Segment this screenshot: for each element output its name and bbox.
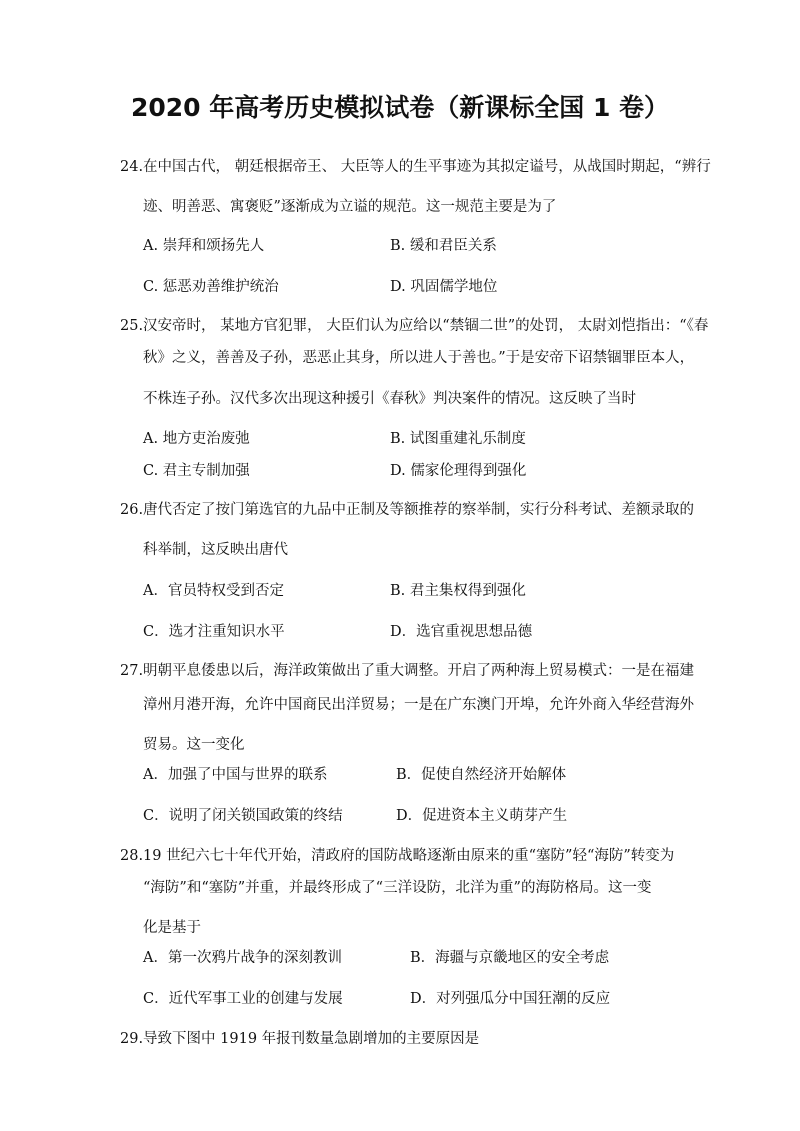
question-stem-line: 化是基于 (143, 920, 201, 936)
option-a: A．官员特权受到否定 (143, 583, 284, 599)
option-a: A. 地方吏治废弛 (143, 431, 250, 447)
question-stem-line: 29.导致下图中 1919 年报刊数量急剧增加的主要原因是 (120, 1031, 480, 1047)
question-stem-line: 24.在中国古代， 朝廷根据帝王、 大臣等人的生平事迹为其拟定谥号，从战国时期起，“辨行 (120, 159, 711, 175)
option-b: B．海疆与京畿地区的安全考虑 (410, 950, 610, 966)
question-stem-line: 28.19 世纪六七十年代开始，清政府的国防战略逐渐由原来的重“塞防”轻“海防”转变为 (120, 848, 675, 864)
option-b: B. 君主集权得到强化 (390, 583, 526, 599)
option-a: A．第一次鸦片战争的深刻教训 (143, 950, 342, 966)
option-c: C. 君主专制加强 (143, 463, 250, 479)
page-title: 2020 年高考历史模拟试卷（新课标全国 1 卷） (130, 93, 670, 122)
option-b: B. 缓和君臣关系 (390, 238, 497, 254)
option-c: C．近代军事工业的创建与发展 (143, 991, 343, 1007)
option-b: B．促使自然经济开始解体 (396, 767, 567, 783)
option-c: C．说明了闭关锁国政策的终结 (143, 808, 343, 824)
question-stem-line: 不株连子孙。汉代多次出现这种援引《春秋》判决案件的情况。这反映了当时 (143, 391, 636, 407)
option-d: D．促进资本主义萌芽产生 (396, 808, 568, 824)
option-a: A. 崇拜和颂扬先人 (143, 238, 265, 254)
question-stem-line: 25.汉安帝时， 某地方官犯罪， 大臣们认为应给以“禁锢二世”的处罚， 太尉刘恺指出：“《春 (120, 318, 709, 334)
option-d: D．对列强瓜分中国狂潮的反应 (410, 991, 611, 1007)
option-c: C. 惩恶劝善维护统治 (143, 279, 279, 295)
question-stem-line: 贸易。这一变化 (143, 737, 245, 753)
question-stem-line: 27.明朝平息倭患以后，海洋政策做出了重大调整。开启了两种海上贸易模式：一是在福建 (120, 663, 695, 679)
question-stem-line: 秋》之义，善善及子孙，恶恶止其身，所以进人于善也。”于是安帝下诏禁锢罪臣本人， (143, 350, 695, 366)
option-a: A．加强了中国与世界的联系 (143, 767, 328, 783)
question-stem-line: 迹、明善恶、寓褒贬”逐渐成为立谥的规范。这一规范主要是为了 (143, 199, 557, 215)
option-c: C．选才注重知识水平 (143, 624, 285, 640)
question-stem-line: “海防”和“塞防”并重，并最终形成了“三洋设防，北洋为重”的海防格局。这一变 (143, 880, 652, 896)
option-b: B. 试图重建礼乐制度 (390, 431, 526, 447)
option-d: D. 儒家伦理得到强化 (390, 463, 527, 479)
option-d: D．选官重视思想品德 (390, 624, 533, 640)
option-d: D. 巩固儒学地位 (390, 279, 498, 295)
question-stem-line: 科举制，这反映出唐代 (143, 542, 288, 558)
question-stem-line: 26.唐代否定了按门第选官的九品中正制及等额推荐的察举制，实行分科考试、差额录取的 (120, 502, 695, 518)
question-stem-line: 漳州月港开海，允许中国商民出洋贸易；一是在广东澳门开埠，允许外商入华经营海外 (143, 697, 694, 713)
